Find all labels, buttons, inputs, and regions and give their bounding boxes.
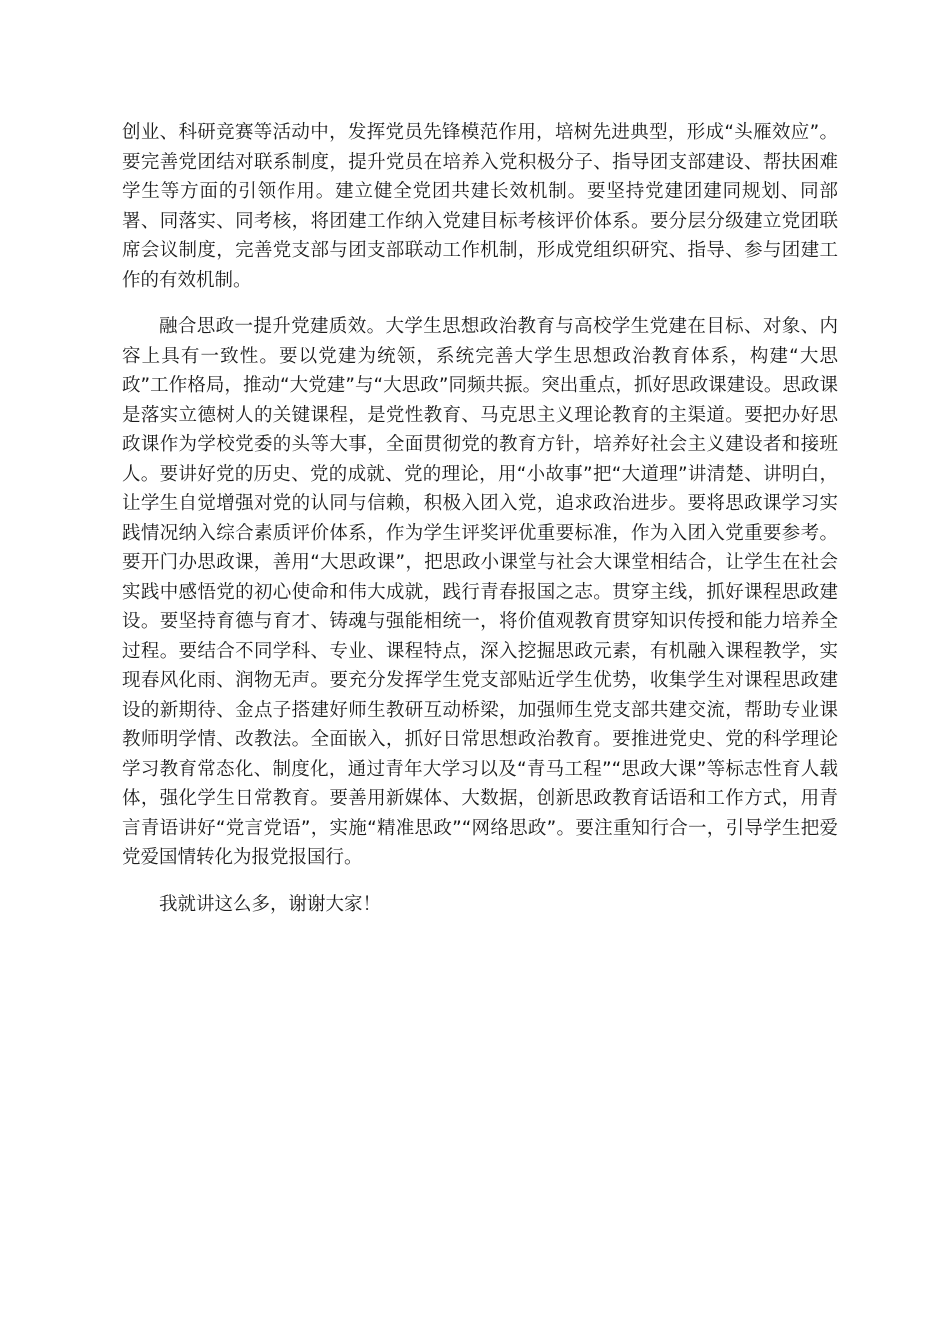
paragraph-closing: 我就讲这么多，谢谢大家！ <box>159 893 382 915</box>
document-body <box>122 118 838 936</box>
paragraph-ideology-education: 融合思政一提升党建质效。大学生思想政治教育与高校学生党建在目标、对象、内容上具有一致性。要以党建为统领，系统完善大学生思想政治教育体系，构建“大思政”工作格局，推动“大党建”与“大思政”同频共振。突出重点，抓好思政课建设。思政课是落实立德树人的关键课程，是党性教育、马克思主义理论教育的主渠道。要把办好思政课作为学校党委的头等大事，全面贯彻党的教育方针，培养好社会主义建设者和接班人。要讲好党的历史、党的成就、党的理论，用“小故事”把“大道理”讲清楚、讲明白，让学生自觉增强对党的认同与信赖，积极入团入党，追求政治进步。要将思政课学习实践情况纳入综合素质评价体系，作为学生评奖评优重要标准，作为入团入党重要参考。要开门办思政课，善用“大思政课”，把思政小课堂与社会大课堂相结合，让学生在社会实践中感悟党的初心使命和伟大成就，践行青春报国之志。贯穿主线，抓好课程思政建设。要坚持育德与育才、铸魂与强能相统一，将价值观教育贯穿知识传授和能力培养全过程。要结合不同学科、专业、课程特点，深入挖掘思政元素，有机融入课程教学，实现春风化雨、润物无声。要充分发挥学生党支部贴近学生优势，收集学生对课程思政建设的新期待、金点子搭建好师生教研互动桥梁，加强师生党支部共建交流，帮助专业课教师明学情、改教法。全面嵌入，抓好日常思想政治教育。要推进党史、党的科学理论学习教育常态化、制度化，通过青年大学习以及“青马工程”“思政大课”等标志性育人载体，强化学生日常教育。要善用新媒体、大数据，创新思政教育话语和工作方式，用青言青语讲好“党言党语”，实施“精准思政”“网络思政”。要注重知行合一，引导学生把爱党爱国情转化为报党报国行。 <box>122 316 838 868</box>
paragraph-continuation: 创业、科研竞赛等活动中，发挥党员先锋模范作用，培树先进典型，形成“头雁效应”。要完善党团结对联系制度，提升党员在培养入党积极分子、指导团支部建设、帮扶困难学生等方面的引领作用。建立健全党团共建长效机制。要坚持党建团建同规划、同部署、同落实、同考核，将团建工作纳入党建目标考核评价体系。要分层分级建立党团联席会议制度，完善党支部与团支部联动工作机制，形成党组织研究、指导、参与团建工作的有效机制。 <box>122 122 838 291</box>
